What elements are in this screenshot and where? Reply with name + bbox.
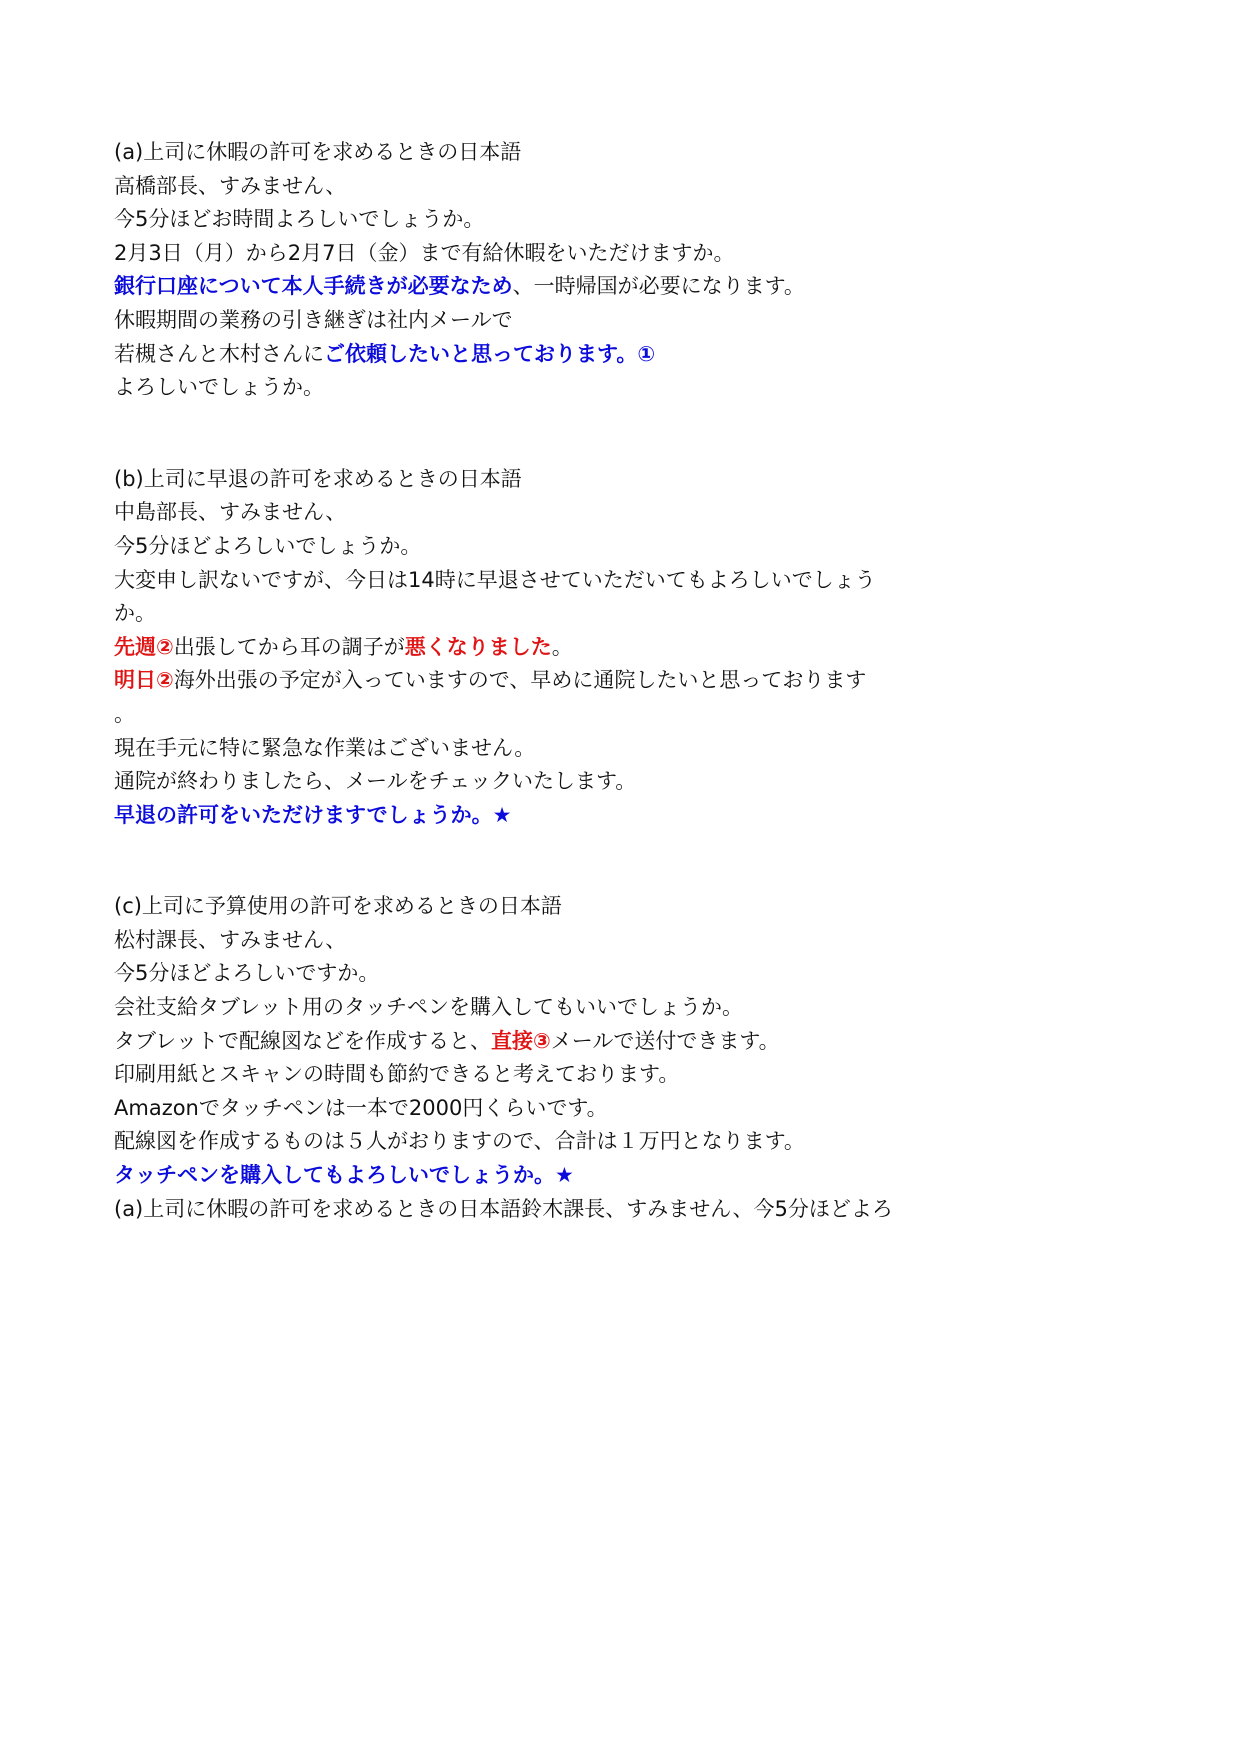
section-b-line-5-wrap: 。 bbox=[114, 701, 135, 726]
section-b-line-6: 現在手元に特に緊急な作業はございません。 bbox=[114, 735, 536, 760]
section-a-title: (a)上司に休暇の許可を求めるときの日本語 bbox=[114, 140, 522, 164]
section-a-line-6 bbox=[114, 338, 1124, 372]
section-c-line-1: 松村課長、すみません、 bbox=[114, 927, 347, 952]
emphasis-text: 早退の許可をいただけますでしょうか。★ bbox=[114, 802, 512, 827]
section-c bbox=[114, 890, 1124, 1226]
section-c-line-9: (a)上司に休暇の許可を求めるときの日本語鈴木課長、すみません、今5分ほどよろ bbox=[114, 1196, 893, 1221]
section-b-title: (b)上司に早退の許可を求めるときの日本語 bbox=[114, 466, 522, 491]
plain-text: メールで送付できます。 bbox=[550, 1028, 780, 1053]
section-c-line-8 bbox=[114, 1159, 1124, 1193]
plain-text: 出張してから耳の調子が bbox=[173, 634, 405, 659]
emphasis-red-text: 直接③ bbox=[490, 1028, 551, 1053]
plain-text: 。 bbox=[551, 634, 573, 659]
section-a-line-1: 高橋部長、すみません、 bbox=[114, 173, 347, 198]
section-b-line-8 bbox=[114, 799, 1124, 833]
section-c-line-2: 今5分ほどよろしいですか。 bbox=[114, 961, 380, 986]
section-c-title: (c)上司に予算使用の許可を求めるときの日本語 bbox=[114, 894, 562, 919]
section-b-line-3-wrap: か。 bbox=[114, 601, 156, 626]
emphasis-red-text: 悪くなりました bbox=[404, 634, 552, 659]
section-c-line-7: 配線図を作成するものは５人がおりますので、合計は１万円となります。 bbox=[114, 1129, 805, 1154]
emphasis-red-text: 明日② bbox=[114, 668, 174, 693]
document-body bbox=[114, 136, 1124, 1226]
section-c-line-3: 会社支給タブレット用のタッチペンを購入してもいいでしょうか。 bbox=[114, 995, 743, 1020]
plain-text: 、一時帰国が必要になります。 bbox=[512, 274, 805, 299]
section-spacer bbox=[114, 405, 1124, 463]
section-b-line-3: 大変申し訳ないですが、今日は14時に早退させていただいてもよろしいでしょう bbox=[114, 567, 876, 592]
section-b-line-1: 中島部長、すみません、 bbox=[114, 500, 347, 525]
emphasis-text: タッチペンを購入してもよろしいでしょうか。★ bbox=[114, 1163, 574, 1188]
section-c-line-6: Amazonでタッチペンは一本で2000円くらいです。 bbox=[114, 1095, 608, 1120]
section-a-line-2: 今5分ほどお時間よろしいでしょうか。 bbox=[114, 207, 485, 232]
section-spacer bbox=[114, 832, 1124, 890]
section-a-line-5: 休暇期間の業務の引き継ぎは社内メールで bbox=[114, 307, 513, 332]
plain-text: タブレットで配線図などを作成すると、 bbox=[114, 1028, 491, 1053]
section-b-line-7: 通院が終わりましたら、メールをチェックいたします。 bbox=[114, 769, 637, 794]
emphasis-text: ご依頼したいと思っております。① bbox=[324, 341, 656, 366]
section-a-line-7: よろしいでしょうか。 bbox=[114, 375, 324, 400]
plain-text: 海外出張の予定が入っていますので、早めに通院したいと思っております bbox=[173, 668, 867, 693]
section-c-line-4 bbox=[114, 1025, 1124, 1059]
section-a bbox=[114, 136, 1124, 405]
plain-text: 若槻さんと木村さんに bbox=[114, 341, 324, 366]
section-a-line-3: 2月3日（月）から2月7日（金）まで有給休暇をいただけますか。 bbox=[114, 240, 735, 265]
section-b-line-2: 今5分ほどよろしいでしょうか。 bbox=[114, 533, 422, 558]
section-a-line-4 bbox=[114, 270, 1124, 304]
emphasis-text: 銀行口座について本人手続きが必要なため bbox=[114, 274, 513, 299]
section-b-line-5 bbox=[114, 664, 1124, 698]
section-b bbox=[114, 463, 1124, 833]
section-b-line-4 bbox=[114, 631, 1124, 665]
emphasis-red-text: 先週② bbox=[114, 634, 174, 659]
section-c-line-5: 印刷用紙とスキャンの時間も節約できると考えております。 bbox=[114, 1062, 680, 1087]
